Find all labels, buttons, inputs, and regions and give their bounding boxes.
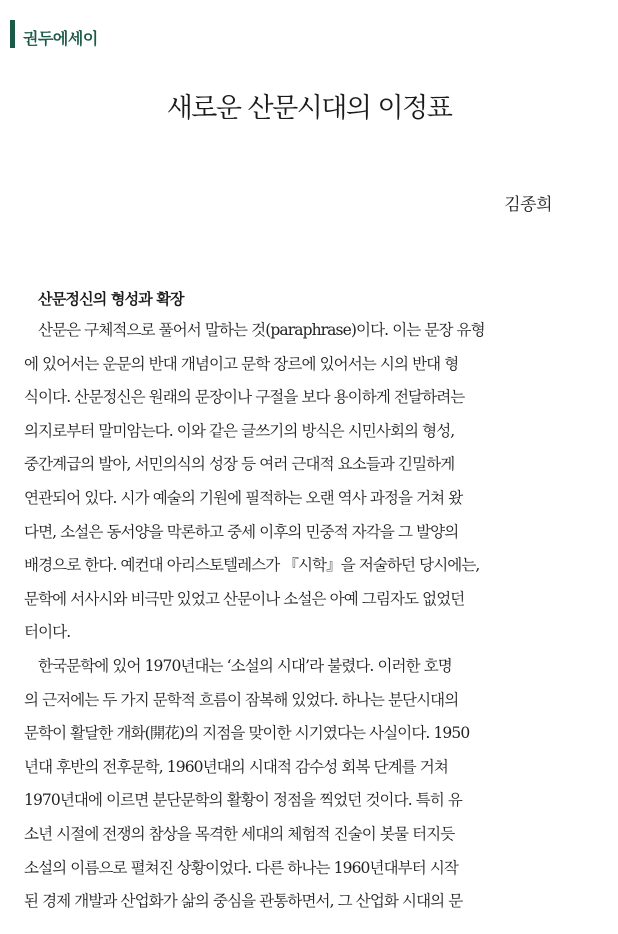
body-line: 터이다. xyxy=(24,623,71,642)
body-line: 문학에 서사시와 비극만 있었고 산문이나 소설은 아예 그림자도 없었던 xyxy=(24,589,465,608)
body-line: 중간계급의 발아, 서민의식의 성장 등 여러 근대적 요소들과 긴밀하게 xyxy=(24,455,455,474)
body-line: 문학이 활달한 개화(開花)의 지점을 맞이한 시기였다는 사실이다. 1950 xyxy=(24,724,470,743)
body-line: 산문은 구체적으로 풀어서 말하는 것(paraphrase)이다. 이는 문장 유형 xyxy=(38,321,485,339)
article-subheading: 산문정신의 형성과 확장 xyxy=(38,290,184,308)
body-line: 에 있어서는 운문의 반대 개념이고 문학 장르에 있어서는 시의 반대 형 xyxy=(24,354,459,373)
body-line: 식이다. 산문정신은 원래의 문장이나 구절을 보다 용이하게 전달하려는 xyxy=(24,388,465,407)
article-body xyxy=(24,314,559,919)
body-line: 의지로부터 말미암는다. 이와 같은 글쓰기의 방식은 시민사회의 형성, xyxy=(24,421,455,440)
body-line: 배경으로 한다. 예컨대 아리스토텔레스가 『시학』을 저술하던 당시에는, xyxy=(24,556,480,575)
section-label xyxy=(10,20,98,48)
body-line: 년대 후반의 전후문학, 1960년대의 시대적 감수성 회복 단계를 거쳐 xyxy=(24,757,448,776)
article-author: 김종희 xyxy=(504,195,552,215)
body-line: 된 경제 개발과 산업화가 삶의 중심을 관통하면서, 그 산업화 시대의 문 xyxy=(24,892,463,911)
body-line: 소설의 이름으로 펼쳐진 상황이었다. 다른 하나는 1960년대부터 시작 xyxy=(24,858,458,877)
section-title: 권두에세이 xyxy=(23,28,98,48)
body-line: 다면, 소설은 동서양을 막론하고 중세 이후의 민중적 자각을 그 발양의 xyxy=(24,522,459,541)
body-line: 소년 시절에 전쟁의 참상을 목격한 세대의 체험적 진술이 봇물 터지듯 xyxy=(24,824,455,843)
section-accent-bar xyxy=(10,20,15,48)
body-line: 의 근저에는 두 가지 문학적 흐름이 잠복해 있었다. 하나는 분단시대의 xyxy=(24,690,459,709)
body-line: 연관되어 있다. 시가 예술의 기원에 필적하는 오랜 역사 과정을 거쳐 왔 xyxy=(24,488,463,507)
body-line: 한국문학에 있어 1970년대는 ‘소설의 시대’라 불렸다. 이러한 호명 xyxy=(38,656,452,675)
body-line: 1970년대에 이르면 분단문학의 활황이 정점을 찍었던 것이다. 특히 유 xyxy=(24,791,462,810)
article-title: 새로운 산문시대의 이정표 xyxy=(166,93,452,124)
